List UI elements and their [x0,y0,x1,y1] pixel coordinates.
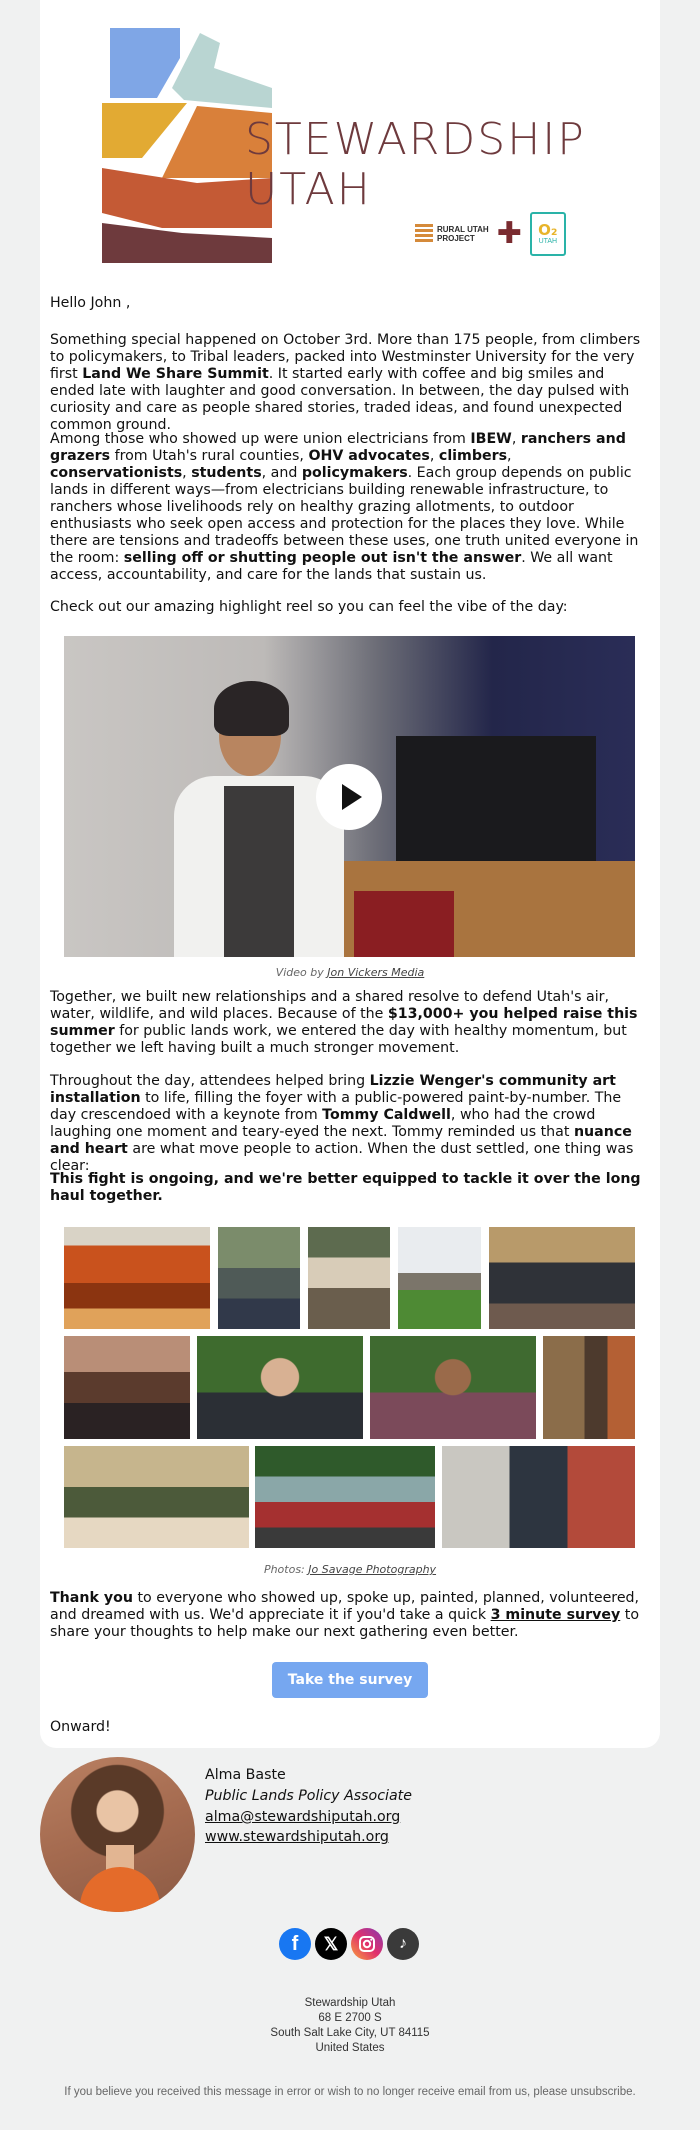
wordmark-line1: STEWARDSHIP [245,114,586,165]
signature-website-link[interactable]: www.stewardshiputah.org [205,1829,389,1845]
take-survey-button[interactable]: Take the survey [272,1662,428,1698]
text-span: , who had the crowd laughing one moment and teary-eyed the next. Tommy reminded us that [50,1107,596,1140]
footer-street: 68 E 2700 S [318,2012,382,2024]
photo-audience [64,1336,190,1439]
paragraph-fundraising [50,989,650,1057]
photo-group-crowd [218,1227,300,1329]
signature-title: Public Lands Policy Associate [205,1788,412,1804]
tiktok-icon[interactable]: ♪ [387,1928,419,1960]
greeting: Hello John , [50,295,131,311]
text-span: Together, we built new relationships and a shared resolve to defend Utah's air, water, wildlife, and wild places. Because of the [50,989,610,1022]
play-button[interactable] [316,764,382,830]
unsubscribe-note[interactable]: If you believe you received this message in error or wish to no longer receive email from us, please unsubscribe. [64,2086,636,2098]
instagram-glyph-icon [358,1935,376,1953]
caption-prefix: Video by [275,966,328,979]
text-span: , [182,465,192,481]
facebook-icon[interactable]: f [279,1928,311,1960]
bold-span: selling off or shutting people out isn't the answer [123,550,522,566]
text-span: , [429,448,439,464]
x-icon[interactable]: 𝕏 [315,1928,347,1960]
bold-span: ranchers and grazers [50,431,626,464]
photo-building-lawn [398,1227,481,1329]
bold-span: students [191,465,262,481]
video-credit-link[interactable]: Jon Vickers Media [327,966,425,979]
paragraph-conclusion: This fight is ongoing, and we're better equipped to tackle it over the long haul together. [50,1171,641,1204]
text-span: Something special happened on October 3rd. More than 175 people, from climbers to policymakers, to Tribal leaders, packed into Westminster University for the very first [50,332,641,382]
photo-credit-link[interactable]: Jo Savage Photography [308,1563,437,1576]
text-span: Among those who showed up were union electricians from [50,431,471,447]
photo-art-painting [64,1227,210,1329]
photo-man-painting [442,1446,635,1548]
text-span: . Each group depends on public lands in different ways—from electricians building renewable infrastructure, to ranchers whose livelihoods rely on healthy grazing allotments, to outdoor enthusiasts who seek open access and protection for the places they love. While there are tensions and tradeoffs between these uses, one truth united everyone in the room: [50,465,639,566]
avatar-shoulder [80,1867,160,1912]
caption-prefix: Photos: [263,1563,309,1576]
stewardship-utah-logo [60,20,600,270]
text-span: . We all want access, accountability, and care for the lands that sustain us. [50,550,613,583]
play-icon [342,784,362,810]
survey-link[interactable]: 3 minute survey [490,1607,621,1623]
photo-man-portrait [197,1336,363,1439]
rup-label: RURAL UTAH PROJECT [437,225,489,243]
social-links [279,1928,419,1960]
wordmark [245,115,586,215]
partner-logos [415,212,566,256]
footer-address [0,1996,700,2056]
footer-city: South Salt Lake City, UT 84115 [270,2027,430,2039]
photo-woman-portrait [370,1336,536,1439]
bold-span: policymakers [301,465,408,481]
text-span: to life, filling the foyer with a public-powered paint-by-number. The day crescendoed with a keynote from [50,1090,622,1123]
paragraph-highlight-reel: Check out our amazing highlight reel so you can feel the vibe of the day: [50,599,568,615]
avatar [40,1757,195,1912]
footer-org: Stewardship Utah [304,1997,396,2009]
text-span: , [511,431,521,447]
bold-span: Lizzie Wenger's community art installation [50,1073,616,1106]
paragraph-attendees [50,431,650,584]
o2-sub-label: UTAH [538,238,558,245]
bold-span: Tommy Caldwell [322,1107,451,1123]
wordmark-line2: UTAH [245,164,372,215]
photo-table-conversation [64,1446,249,1548]
bold-span: Land We Share Summit [82,366,269,382]
signature-name: Alma Baste [205,1767,286,1783]
text-span: Throughout the day, attendees helped bring [50,1073,370,1089]
o2-utah-logo [530,212,566,256]
photo-speaker-podium [543,1336,635,1439]
video-speaker-shirt [224,786,294,957]
plus-cross-icon: ✚ [496,216,522,251]
paragraph-thank-you [50,1590,650,1641]
o2-label: O₂ [538,221,558,239]
text-span: to everyone who showed up, spoke up, painted, planned, volunteered, and dreamed with us. We'd appreciate it if you'd take a quick [50,1590,640,1623]
rural-utah-project-logo [415,224,489,244]
video-speaker-hair [214,681,289,736]
bold-span: IBEW [470,431,512,447]
photos-caption [0,1563,700,1576]
highlight-reel-video[interactable] [64,636,635,957]
bold-span: climbers [438,448,508,464]
bold-span: OHV advocates [308,448,430,464]
text-span: . It started early with coffee and big smiles and ended late with laughter and good conversation. In between, the day pulsed with curiosity and care as people shared stories, traded ideas, and found unexpected common ground. [50,366,630,433]
video-caption [0,966,700,979]
bold-span: conservationists [50,465,183,481]
text-span: are what move people to action. When the dust settled, one thing was clear: [50,1141,634,1174]
paragraph-summit-intro [50,332,650,434]
text-span: from Utah's rural counties, [110,448,309,464]
signoff: Onward! [50,1719,111,1735]
photo-people-with-sign [255,1446,435,1548]
text-span: to share your thoughts to help make our next gathering even better. [50,1607,640,1640]
instagram-icon[interactable] [351,1928,383,1960]
paragraph-event-day [50,1073,650,1175]
text-span: , [507,448,512,464]
text-span: for public lands work, we entered the day with healthy momentum, but together we left having built a much stronger movement. [50,1023,627,1056]
bold-span: Thank you [50,1590,133,1606]
bold-span: nuance and heart [50,1124,632,1157]
video-podium-front-shape [354,891,454,957]
photo-two-men [308,1227,390,1329]
rup-lines-icon [415,224,433,244]
photo-three-people [489,1227,635,1329]
footer-country: United States [315,2042,385,2054]
bold-span: $13,000+ you helped raise this summer [50,1006,638,1039]
text-span: , and [261,465,302,481]
signature-email-link[interactable]: alma@stewardshiputah.org [205,1809,401,1825]
video-monitor-shape [396,736,596,866]
